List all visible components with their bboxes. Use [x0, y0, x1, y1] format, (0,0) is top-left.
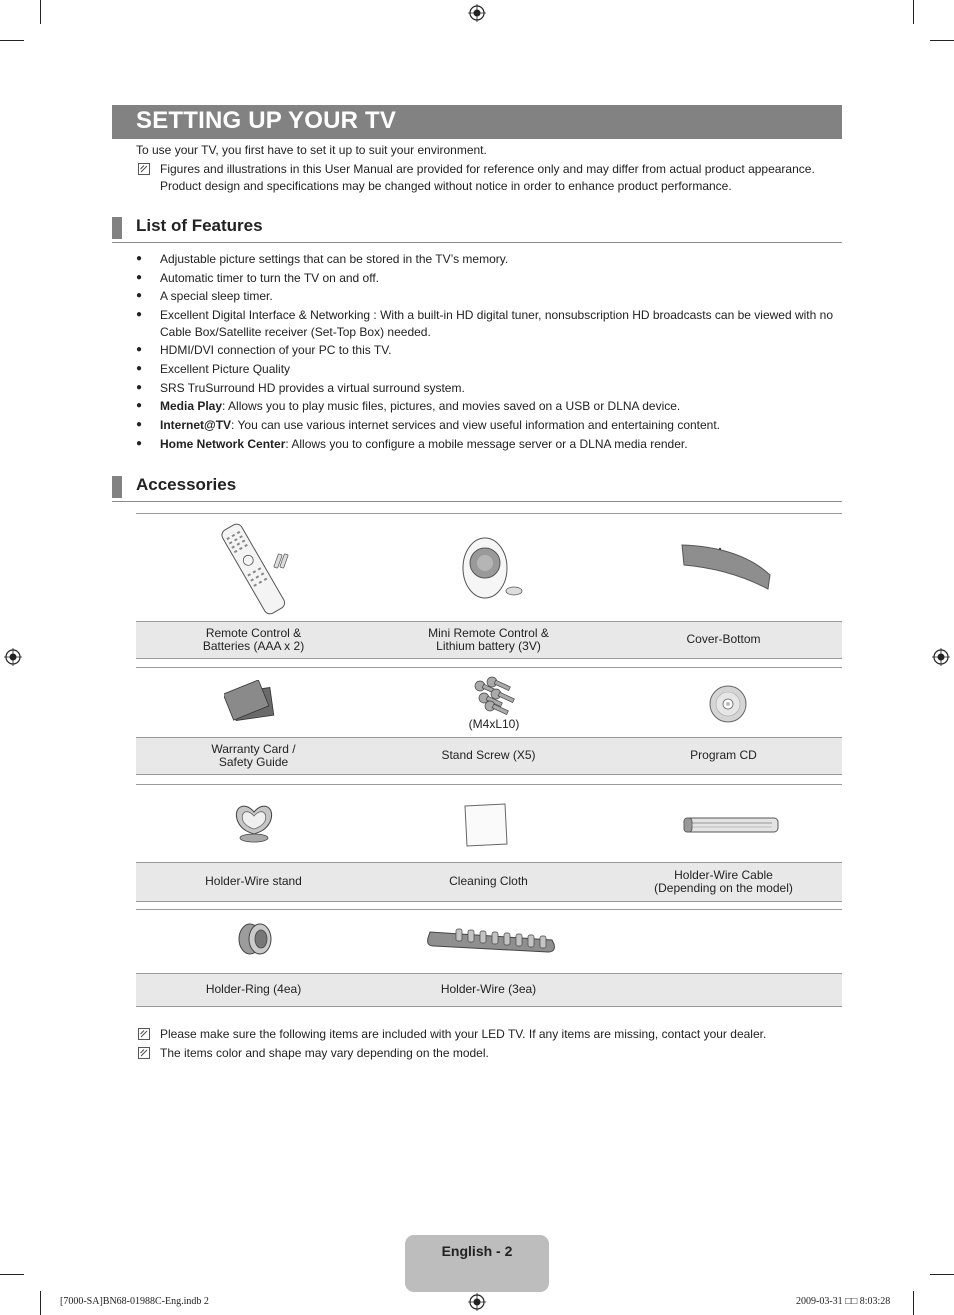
label-line: Lithium battery (3V) [436, 639, 541, 653]
label-line: Holder-Ring (4ea) [205, 982, 302, 997]
crop-mark [40, 0, 41, 24]
accessory-label-row [136, 737, 842, 775]
page-title-bar [112, 105, 842, 139]
feature-text: Adjustable picture settings that can be stored in the TV’s memory. [160, 252, 509, 266]
page-number: English - 2 [441, 1243, 513, 1259]
heading-marker [112, 217, 122, 239]
features-heading-bar [112, 215, 842, 243]
crop-mark [930, 40, 954, 41]
list-item [136, 288, 836, 305]
list-item [136, 436, 836, 453]
note-text: Please make sure the following items are included with your LED TV. If any items are missing, contact your dealer. [160, 1027, 767, 1041]
feature-bold: Home Network Center [160, 436, 286, 451]
label-line: Holder-Wire (3ea) [440, 982, 537, 997]
crop-mark [913, 1291, 914, 1315]
label-line: Stand Screw (X5) [441, 748, 536, 763]
label-line: Holder-Wire Cable [674, 867, 773, 882]
feature-text: Excellent Picture Quality [160, 361, 291, 376]
accessory-divider [136, 784, 842, 785]
page-number-tab [405, 1235, 549, 1292]
page-title: SETTING UP YOUR TV [136, 107, 397, 134]
accessory-divider [136, 909, 842, 910]
date-slug: 2009-03-31 □□ 8:03:28 [796, 1296, 891, 1307]
accessories-heading-bar [112, 474, 842, 502]
intro-note [160, 161, 840, 194]
holder-ring-icon [236, 920, 274, 958]
feature-text: A special sleep timer. [160, 289, 273, 304]
warranty-card-icon [224, 680, 276, 722]
feature-text: : Allows you to configure a mobile message server or a DLNA media render. [285, 436, 688, 451]
accessory-label [136, 622, 371, 658]
list-item [136, 398, 836, 415]
list-item [136, 342, 836, 359]
note-text: The items color and shape may vary depending on the model. [160, 1046, 489, 1060]
label-line: Batteries (AAA x 2) [202, 639, 305, 653]
cleaning-cloth-icon [461, 802, 509, 848]
label-line: Holder-Wire stand [205, 874, 302, 889]
feature-text: Excellent Digital Interface & Networking : With a built-in HD digital tuner, nonsubscription HD broadcasts can be viewed with no Cable Box/Satellite receiver (Set-Top Box) needed. [160, 308, 833, 339]
list-item [136, 307, 836, 340]
holder-wire-cable-icon [682, 815, 780, 835]
registration-mark-icon [468, 1293, 486, 1311]
feature-text: : You can use various internet services and view useful information and entertaining content. [231, 418, 721, 432]
feature-text: HDMI/DVI connection of your PC to this TV. [160, 343, 392, 358]
heading-marker [112, 476, 122, 498]
list-item [136, 380, 836, 397]
holder-wire-icon [424, 924, 558, 956]
feature-text: SRS TruSurround HD provides a virtual surround system. [160, 380, 465, 395]
accessory-label-row [136, 973, 842, 1007]
holder-wire-stand-icon [232, 800, 276, 844]
list-item [136, 417, 836, 434]
accessory-label [371, 863, 606, 901]
label-line: Program CD [690, 748, 757, 763]
features-heading: List of Features [136, 216, 263, 235]
feature-text: Automatic timer to turn the TV on and off. [160, 270, 380, 285]
feature-bold: Internet@TV [160, 418, 232, 432]
accessories-heading: Accessories [136, 475, 237, 494]
remote-control-icon [212, 518, 298, 618]
file-slug: [7000-SA]BN68-01988C-Eng.indb 2 [60, 1296, 209, 1307]
intro-note-line-2: Product design and specifications may be changed without notice in order to enhance product performance. [160, 178, 732, 193]
label-line: Mini Remote Control & [428, 625, 549, 640]
accessory-label-row [136, 621, 842, 659]
registration-mark-icon [4, 648, 22, 666]
registration-mark-icon [932, 648, 950, 666]
screw-spec: (M4xL10) [468, 717, 520, 731]
mini-remote-icon [460, 535, 526, 601]
intro-text: To use your TV, you first have to set it up to suit your environment. [136, 143, 487, 157]
registration-mark-icon [468, 4, 486, 22]
accessory-label [136, 738, 371, 774]
crop-mark [40, 1291, 41, 1315]
accessory-label [606, 974, 841, 1006]
accessory-label [606, 863, 841, 901]
accessory-divider [136, 667, 842, 668]
cover-bottom-icon [680, 543, 772, 593]
accessory-label [136, 974, 371, 1006]
list-item [136, 270, 836, 287]
program-cd-icon [708, 684, 748, 724]
label-line: Remote Control & [205, 625, 302, 640]
accessory-label-row [136, 862, 842, 902]
screw-icon [468, 676, 520, 716]
label-line: Warranty Card / [211, 741, 296, 756]
feature-text: : Allows you to play music files, pictures, and movies saved on a USB or DLNA device. [222, 399, 681, 414]
accessory-label [606, 738, 841, 774]
note-icon [138, 1028, 150, 1040]
crop-mark [930, 1274, 954, 1275]
crop-mark [913, 0, 914, 24]
crop-mark [0, 40, 24, 41]
note-icon [138, 1047, 150, 1059]
accessory-label [371, 738, 606, 774]
list-item [136, 251, 836, 268]
crop-mark [0, 1274, 24, 1275]
label-line: Safety Guide [218, 755, 289, 769]
accessory-label [136, 863, 371, 901]
accessory-label [606, 622, 841, 658]
feature-list [136, 251, 836, 454]
accessory-divider [136, 513, 842, 514]
intro-note-line-1: Figures and illustrations in this User Manual are provided for reference only and may differ from actual product appearance. [160, 162, 815, 176]
label-line: (Depending on the model) [654, 881, 793, 895]
label-line: Cleaning Cloth [449, 874, 528, 889]
accessory-label [371, 622, 606, 658]
label-line: Cover-Bottom [686, 632, 761, 647]
list-item [136, 361, 836, 378]
accessory-label [371, 974, 606, 1006]
note-icon [138, 163, 150, 175]
feature-bold: Media Play [160, 399, 223, 414]
